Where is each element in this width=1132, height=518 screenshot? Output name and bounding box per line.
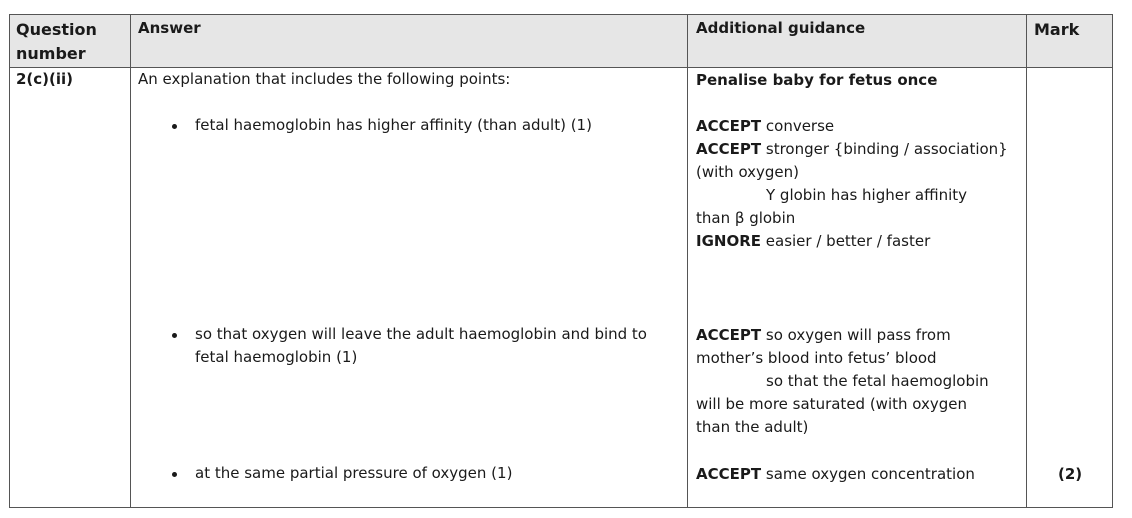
column-divider bbox=[687, 15, 688, 507]
answer-point-2-line1: so that oxygen will leave the adult haemoglobin and bind to bbox=[195, 325, 647, 343]
header-question-number-line1: Question bbox=[16, 20, 97, 39]
guidance-so-that: so that the fetal haemoglobin bbox=[766, 372, 989, 390]
header-mark: Mark bbox=[1034, 20, 1080, 39]
guidance-than-beta: than β globin bbox=[696, 209, 796, 227]
bullet-icon bbox=[172, 124, 177, 129]
guidance-gamma-globin: Y globin has higher affinity bbox=[766, 186, 968, 204]
question-number: 2(c)(ii) bbox=[16, 70, 74, 88]
header-additional-guidance: Additional guidance bbox=[696, 19, 866, 37]
guidance-accept-pass: ACCEPT so oxygen will pass from bbox=[696, 326, 951, 344]
mark-scheme-table bbox=[9, 14, 1113, 508]
guidance-with-oxygen: (with oxygen) bbox=[696, 163, 800, 181]
guidance-accept-converse: ACCEPT converse bbox=[696, 117, 835, 135]
answer-intro: An explanation that includes the following points: bbox=[138, 70, 511, 88]
guidance-penalise: Penalise baby for fetus once bbox=[696, 71, 938, 89]
bullet-icon bbox=[172, 333, 177, 338]
guidance-accept-concentration: ACCEPT same oxygen concentration bbox=[696, 465, 975, 483]
column-divider bbox=[1026, 15, 1027, 507]
bullet-icon bbox=[172, 472, 177, 477]
answer-point-3: at the same partial pressure of oxygen (1) bbox=[195, 464, 513, 482]
header-question-number-line2: number bbox=[16, 44, 86, 63]
answer-point-2-line2: fetal haemoglobin (1) bbox=[195, 348, 358, 366]
guidance-ignore: IGNORE easier / better / faster bbox=[696, 232, 931, 250]
guidance-accept-stronger: ACCEPT stronger {binding / association} bbox=[696, 140, 1008, 158]
header-answer: Answer bbox=[138, 19, 201, 37]
column-divider bbox=[130, 15, 131, 507]
guidance-more-saturated: will be more saturated (with oxygen bbox=[696, 395, 968, 413]
guidance-than-adult: than the adult) bbox=[696, 418, 809, 436]
answer-point-1: fetal haemoglobin has higher affinity (than adult) (1) bbox=[195, 116, 592, 134]
guidance-mothers-blood: mother’s blood into fetus’ blood bbox=[696, 349, 937, 367]
mark-value: (2) bbox=[1058, 465, 1083, 483]
